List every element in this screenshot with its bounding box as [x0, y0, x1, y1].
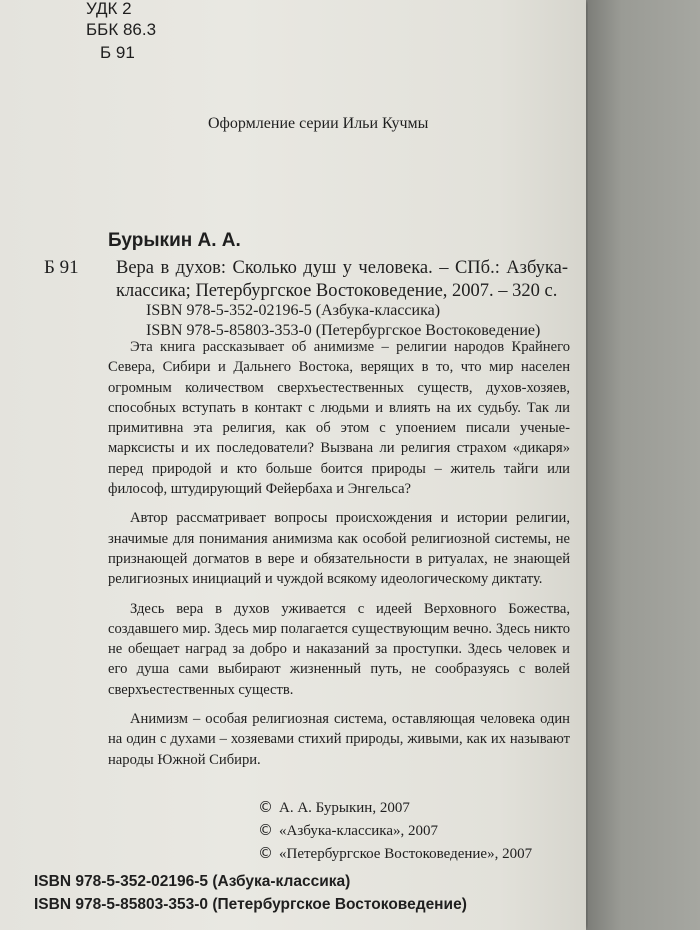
copyright-text: А. А. Бурыкин, 2007 — [279, 800, 410, 816]
entry-isbn-2: ISBN 978-5-85803-353-0 (Петербургское Востоковедение) — [146, 322, 541, 339]
footer-isbn-2: ISBN 978-5-85803-353-0 (Петербургское Востоковедение) — [34, 896, 467, 913]
copyright-symbol: © — [258, 798, 273, 816]
author-name: Бурыкин А. А. — [108, 230, 241, 251]
annotation-paragraph-2: Автор рассматривает вопросы происхождения и истории религии, значимые для понимания анимизма как особой религиозной системы, не признающей догматов в вере и обязательности в ритуалах, не знающей религиозных инициаций и чуждой всякому идеологическому диктату. — [108, 510, 570, 588]
copyright-symbol: © — [258, 844, 273, 862]
bibliographic-description: Вера в духов: Сколько душ у человека. – СПб.: Азбука-классика; Петербургское Востоковедение, 2007. – 320 с. — [116, 258, 568, 301]
author-mark: Б 91 — [100, 43, 135, 62]
facing-page-edge — [588, 0, 700, 930]
copyright-line-1 — [258, 798, 410, 817]
copyright-line-3 — [258, 844, 532, 863]
copyright-line-2 — [258, 821, 438, 840]
footer-isbn-1: ISBN 978-5-352-02196-5 (Азбука-классика) — [34, 873, 351, 890]
series-design-credit: Оформление серии Ильи Кучмы — [208, 115, 429, 132]
annotation — [108, 337, 570, 779]
udk-code: УДК 2 — [86, 0, 132, 18]
copyright-text: «Азбука-классика», 2007 — [279, 823, 439, 839]
annotation-paragraph-4: Анимизм – особая религиозная система, оставляющая человека один на один с духами – хозяевами стихий природы, живыми, как их называют народы Южной Сибири. — [108, 711, 570, 768]
copyright-symbol: © — [258, 821, 273, 839]
annotation-paragraph-3: Здесь вера в духов уживается с идеей Верховного Божества, создавшего мир. Здесь мир полагается существующим вечно. Здесь никто не обещает наград за добро и наказаний за проступки. Здесь человек и его душа сами выбирают жизненный путь, не сообразуясь с волей сверхъестественных существ. — [108, 600, 570, 698]
entry-code: Б 91 — [44, 257, 79, 278]
annotation-paragraph-1: Эта книга рассказывает об анимизме – религии народов Крайнего Севера, Сибири и Дальнего Востока, верящих в то, что мир населен огромным количеством сверхъестественных существ, духов-хозяев, способных вступать в контакт с людьми и влиять на их судьбу. Так ли примитивна эта религия, как об этом с упоением писали ученые-марксисты и их последователи? Вызвана ли религия страхом «дикаря» перед природой и кто больше боится природы – житель тайги или философ, штудирующий Фейербаха и Энгельса? — [108, 339, 570, 498]
entry-isbn-1: ISBN 978-5-352-02196-5 (Азбука-классика) — [146, 302, 441, 319]
bbk-code: ББК 86.3 — [86, 20, 157, 39]
copyright-text: «Петербургское Востоковедение», 2007 — [279, 846, 533, 862]
